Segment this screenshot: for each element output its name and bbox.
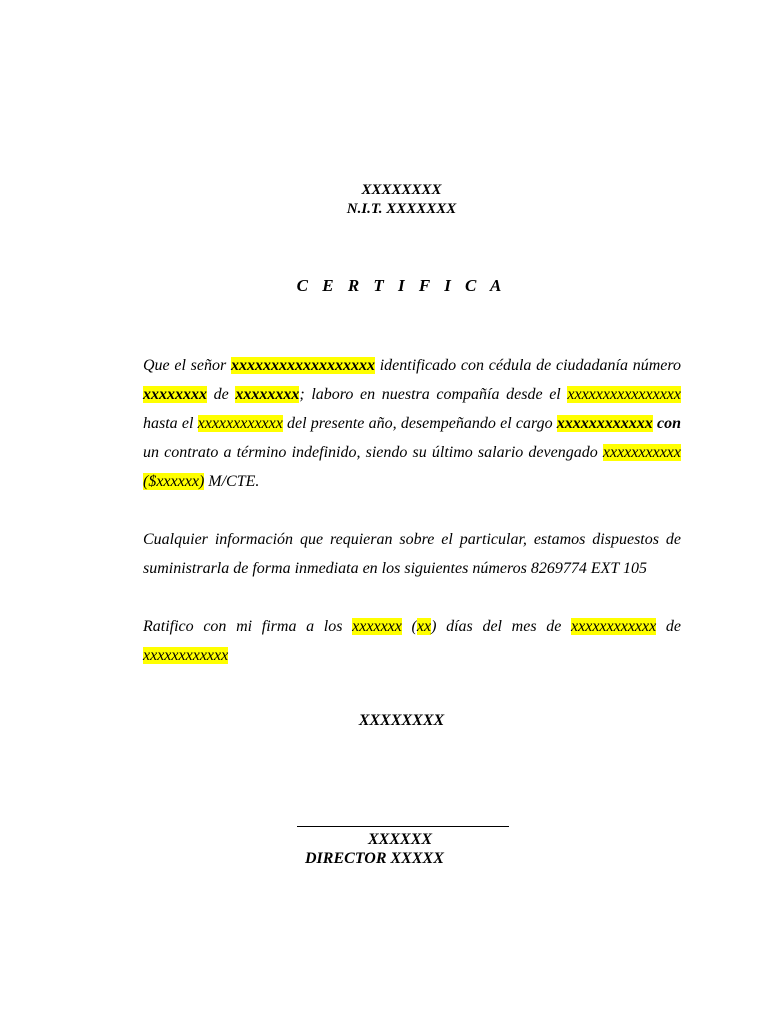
text-segment: ( <box>401 618 417 635</box>
ratification-paragraph <box>143 612 681 670</box>
start-date-placeholder: xxxxxxxxxxxxxxxx <box>567 386 681 403</box>
employee-name-placeholder: xxxxxxxxxxxxxxxxxx <box>230 357 375 374</box>
text-segment: Ratifico con mi firma a los <box>143 618 353 635</box>
company-header <box>0 181 768 219</box>
id-city-placeholder: xxxxxxxx <box>235 386 300 403</box>
text-segment: identificado con cédula de ciudadanía número <box>374 357 681 374</box>
signer-title: DIRECTOR XXXXX <box>305 850 444 867</box>
position-placeholder: xxxxxxxxxxxx <box>556 415 653 432</box>
text-segment: de <box>656 618 682 635</box>
id-number-placeholder: xxxxxxxx <box>143 386 207 403</box>
text-segment: ; laboro en nuestra compañía desde el <box>299 386 568 403</box>
day-number-placeholder: xx <box>416 618 432 635</box>
day-words-placeholder: xxxxxxx <box>352 618 402 635</box>
company-nit: N.I.T. XXXXXXX <box>346 201 457 217</box>
year-placeholder: xxxxxxxxxxxx <box>143 647 229 664</box>
certification-paragraph <box>143 351 681 496</box>
text-segment: un contrato a término indefinido, siendo su último salario devengado <box>143 444 603 461</box>
signature-line <box>297 826 509 827</box>
salary-placeholder: xxxxxxxxxxx ($xxxxxx) <box>143 444 681 490</box>
end-date-placeholder: xxxxxxxxxxxx <box>197 415 283 432</box>
bold-con-text: con <box>657 415 681 432</box>
signer-name: XXXXXX <box>368 831 433 848</box>
text-segment: M/CTE. <box>204 473 260 490</box>
company-name: XXXXXXXX <box>361 182 442 198</box>
month-placeholder: xxxxxxxxxxxx <box>571 618 657 635</box>
document-title: C E R T I F I C A <box>296 276 507 295</box>
text-segment: Que el señor <box>143 357 231 374</box>
contact-paragraph: Cualquier información que requieran sobre el particular, estamos dispuestos de suministrarla de forma inmediata en los siguientes números 8269774 EXT 105 <box>143 531 681 577</box>
text-segment: del presente año, desempeñando el cargo <box>282 415 557 432</box>
text-segment: de <box>207 386 236 403</box>
text-segment: ) días del mes de <box>431 618 572 635</box>
text-segment: hasta el <box>143 415 198 432</box>
signing-company: XXXXXXXX <box>358 712 445 729</box>
